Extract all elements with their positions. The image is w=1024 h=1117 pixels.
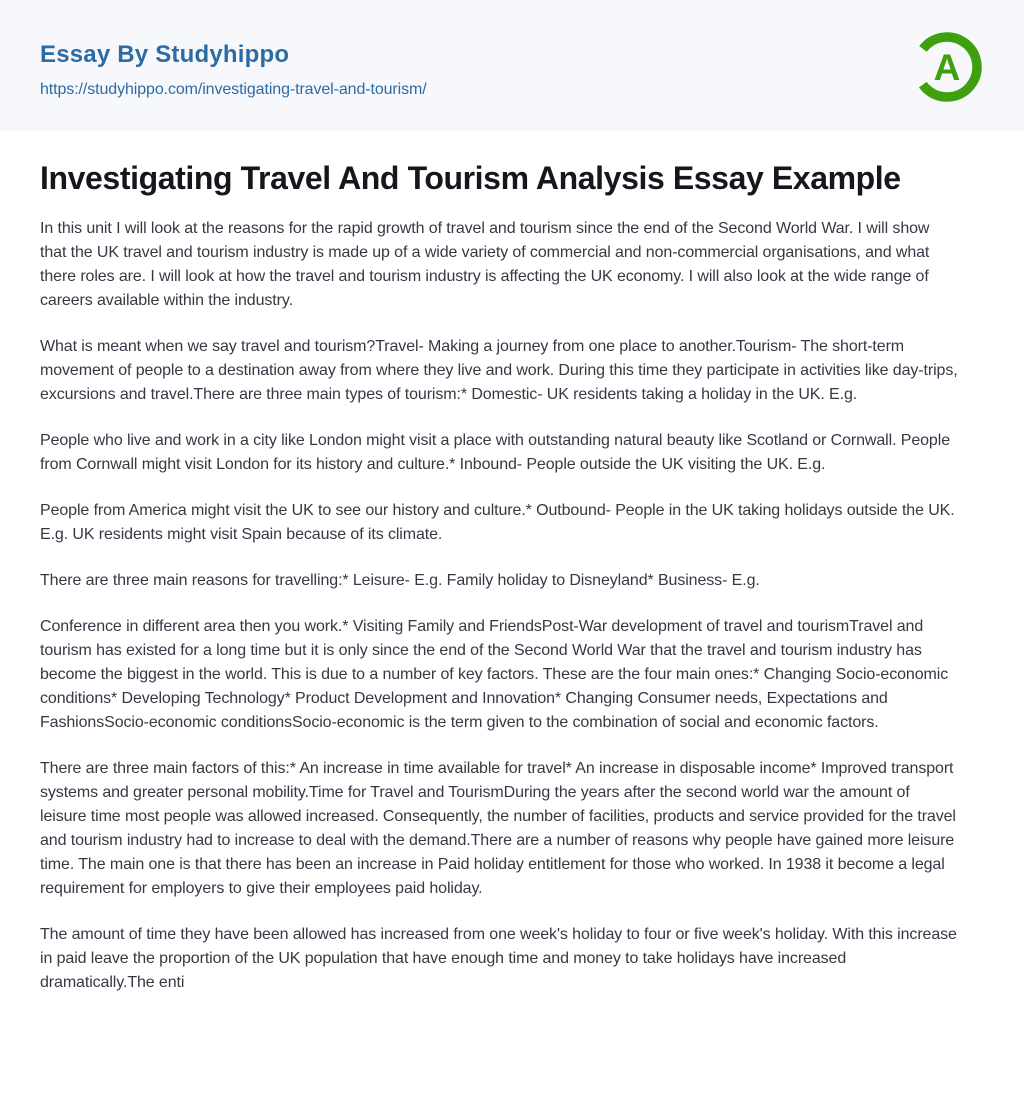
essay-paragraph: What is meant when we say travel and tourism?Travel- Making a journey from one place to another.Tourism- The short-term movement of people to a destination away from where they live and work. During this time they participate in activities like day-trips, excursions and travel.There are three main types of tourism:* Domestic- UK residents taking a holiday in the UK. E.g. — [40, 338, 958, 403]
page-title: Investigating Travel And Tourism Analysis Essay Example — [40, 160, 901, 196]
brand-title: Essay By Studyhippo — [40, 41, 290, 69]
essay-paragraph: People who live and work in a city like London might visit a place with outstanding natural beauty like Scotland or Cornwall. People from Cornwall might visit London for its history and culture.* Inbound- People outside the UK visiting the UK. E.g. — [40, 432, 950, 473]
logo-letter: A — [933, 46, 961, 88]
essay-content — [0, 131, 1024, 1057]
brand-block — [40, 32, 427, 98]
essay-paragraph: There are three main factors of this:* An increase in time available for travel* An increase in disposable income* Improved transport systems and greater personal mobility.Time for Travel and TourismDuring the years after the second world war the amount of leisure time most people was allowed increased. Consequently, the number of facilities, products and service provided for the travel and tourism industry had to increase to deal with the demand.There are a number of reasons why people have gained more leisure time. The main one is that there has been an increase in Paid holiday entitlement for those who worked. In 1938 it become a legal requirement for employers to give their employees paid holiday. — [40, 760, 956, 897]
essay-paragraph: There are three main reasons for travelling:* Leisure- E.g. Family holiday to Disneyland* Business- E.g. — [40, 572, 760, 589]
essay-paragraph: Conference in different area then you work.* Visiting Family and FriendsPost-War development of travel and tourismTravel and tourism has existed for a long time but it is only since the end of the Second World War that the travel and tourism industry has become the biggest in the world. This is due to a number of key factors. These are the four main ones:* Changing Socio-economic conditions* Developing Technology* Product Development and Innovation* Changing Consumer needs, Expectations and FashionsSocio-economic conditionsSocio-economic is the term given to the combination of social and economic factors. — [40, 618, 949, 731]
page-header — [0, 0, 1024, 131]
essay-paragraph: The amount of time they have been allowed has increased from one week's holiday to four or five week's holiday. With this increase in paid leave the proportion of the UK population that have enough time and money to take holidays have increased dramatically.The enti — [40, 926, 957, 991]
studyhippo-logo — [908, 28, 986, 106]
essay-paragraph: In this unit I will look at the reasons for the rapid growth of travel and tourism since the end of the Second World War. I will show that the UK travel and tourism industry is made up of a wide variety of commercial and non-commercial organisations, and what there roles are. I will look at how the travel and tourism industry is affecting the UK economy. I will also look at the wide range of careers available within the industry. — [40, 220, 930, 309]
studyhippo-logo-icon — [908, 28, 986, 106]
source-url-link[interactable]: https://studyhippo.com/investigating-travel-and-tourism/ — [40, 80, 427, 98]
essay-paragraph: People from America might visit the UK to see our history and culture.* Outbound- People in the UK taking holidays outside the UK. E.g. UK residents might visit Spain because of its climate. — [40, 502, 955, 543]
